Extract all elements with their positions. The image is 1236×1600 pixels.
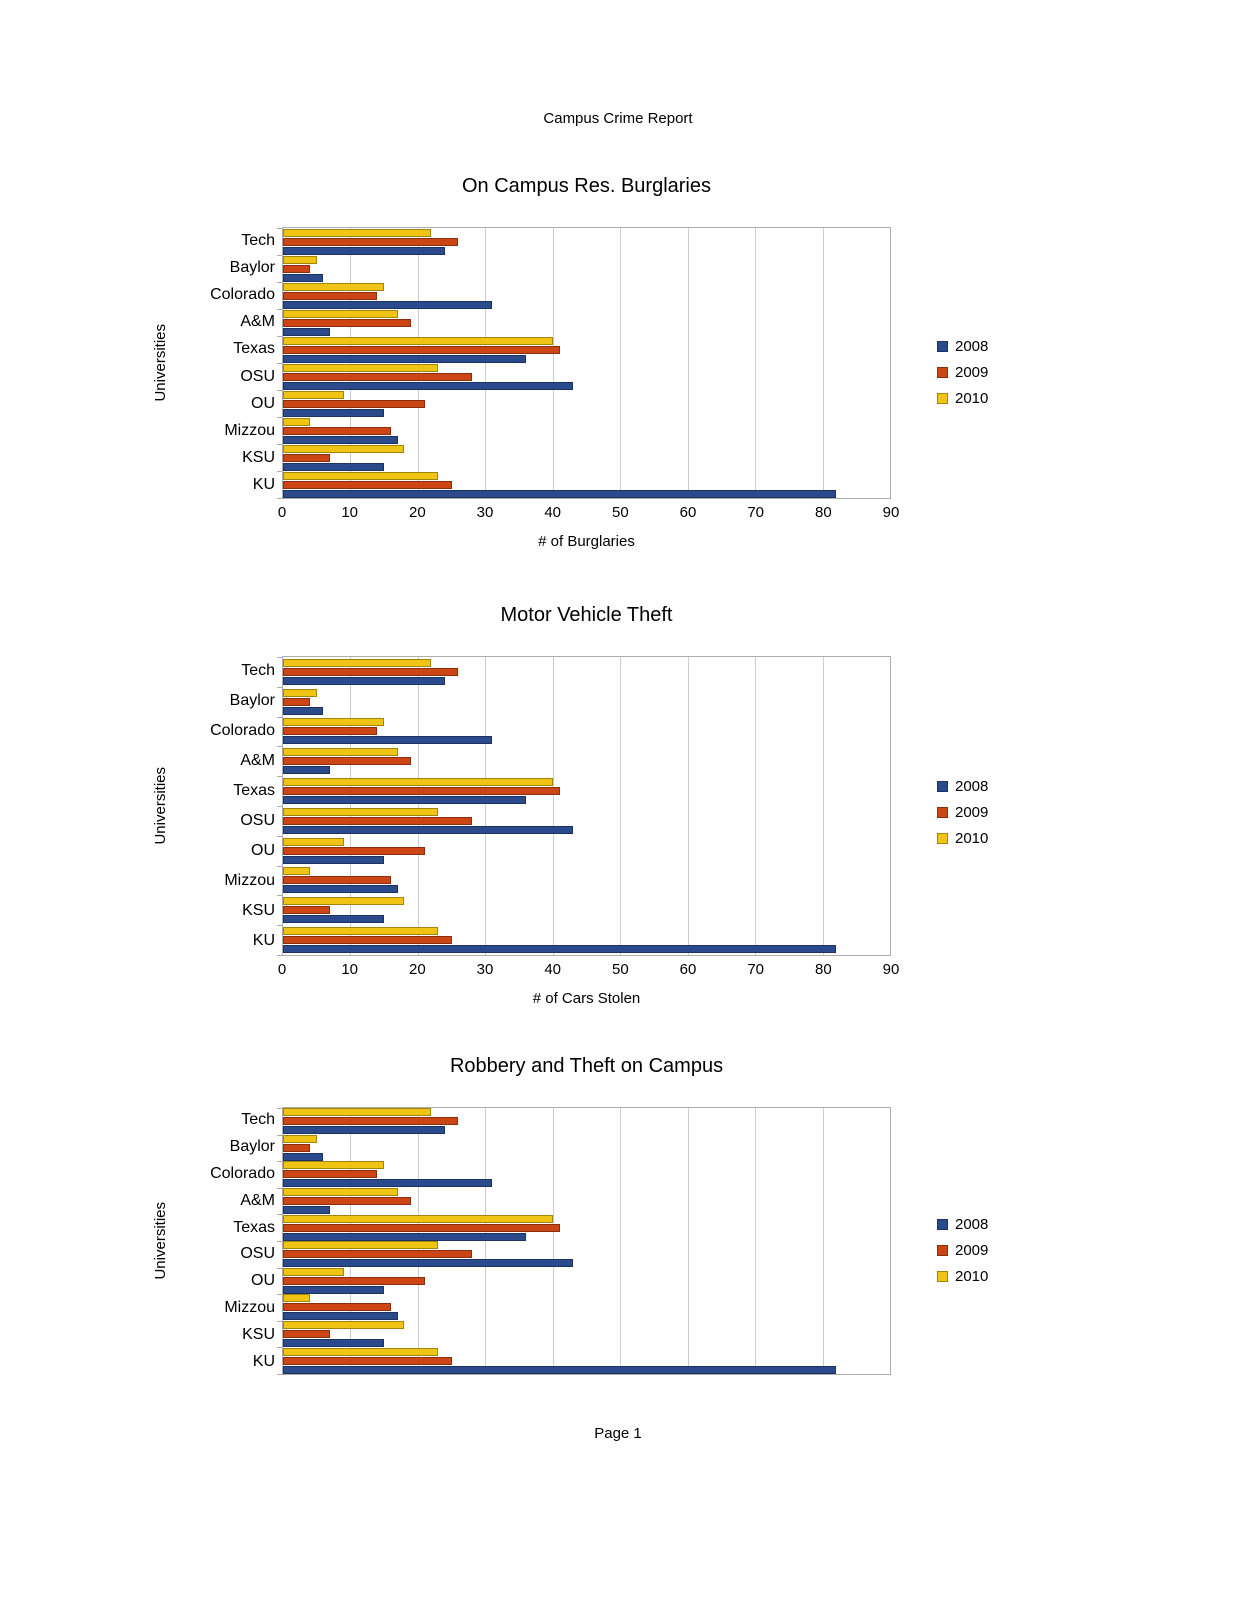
category-label: A&M — [240, 313, 275, 331]
bar-2010 — [283, 256, 317, 264]
axis-tick — [277, 657, 283, 658]
bar-2008 — [283, 1366, 836, 1374]
bar-2010 — [283, 748, 398, 756]
bar-rows — [283, 1108, 890, 1374]
axis-tick — [277, 282, 283, 283]
axis-tick — [277, 895, 283, 896]
x-axis-title: # of Cars Stolen — [532, 990, 641, 1007]
bar-2008 — [283, 247, 445, 255]
category-label: Tech — [241, 662, 275, 679]
bar-group-ksu — [283, 895, 890, 925]
bar-2010 — [283, 897, 404, 905]
axis-tick — [277, 746, 283, 747]
axis-tick — [277, 1321, 283, 1322]
x-tick-label: 20 — [408, 504, 426, 521]
x-tick-label: 80 — [814, 504, 832, 521]
legend — [937, 1212, 1023, 1290]
bar-2010 — [283, 1348, 438, 1356]
plot-area — [282, 227, 891, 499]
bar-2009 — [283, 787, 560, 795]
x-tick-label: 10 — [341, 504, 358, 521]
bar-group-baylor — [283, 255, 890, 282]
bar-2010 — [283, 1161, 384, 1169]
category-axis — [180, 1107, 282, 1375]
bar-2009 — [283, 936, 452, 944]
chart-burglaries — [140, 174, 989, 551]
legend-item — [937, 1212, 1023, 1238]
bar-2009 — [283, 427, 391, 435]
category-label: KU — [252, 932, 275, 949]
axis-tick — [277, 309, 283, 310]
x-tick-label: 0 — [277, 961, 287, 978]
bar-2008 — [283, 1126, 445, 1134]
bar-2010 — [283, 808, 438, 816]
axis-tick — [277, 925, 283, 926]
y-axis-title: Universities — [151, 1202, 169, 1280]
bar-2008 — [283, 736, 492, 744]
bar-rows — [283, 228, 890, 498]
axis-tick — [277, 1188, 283, 1189]
bar-2010 — [283, 445, 404, 453]
bar-2009 — [283, 1224, 560, 1232]
bar-2008 — [283, 1286, 384, 1294]
bar-group-osu — [283, 363, 890, 390]
bar-2009 — [283, 1330, 330, 1338]
bar-group-texas — [283, 1214, 890, 1241]
axis-tick — [277, 866, 283, 867]
x-tick-label: 10 — [341, 961, 358, 978]
category-label: Baylor — [229, 692, 275, 709]
bar-group-ou — [283, 1268, 890, 1295]
bar-2009 — [283, 265, 310, 273]
category-label: KSU — [242, 449, 275, 467]
bar-2010 — [283, 1135, 317, 1143]
x-axis-ticks — [277, 499, 900, 521]
bar-2010 — [283, 1108, 431, 1116]
category-label: A&M — [240, 1191, 275, 1209]
axis-tick — [277, 255, 283, 256]
legend-swatch-2010 — [937, 393, 948, 404]
category-label: KU — [252, 1352, 275, 1370]
bar-2009 — [283, 373, 472, 381]
x-tick-label: 60 — [679, 961, 697, 978]
document-title: Campus Crime Report — [543, 110, 693, 127]
category-label: A&M — [240, 752, 275, 769]
bar-group-ksu — [283, 1321, 890, 1348]
category-label: KSU — [242, 902, 275, 919]
bar-group-texas — [283, 776, 890, 806]
bar-group-ku — [283, 925, 890, 955]
bar-2009 — [283, 727, 377, 735]
bar-2010 — [283, 283, 384, 291]
x-tick-label: 0 — [277, 504, 287, 521]
axis-tick — [277, 444, 283, 445]
legend-item — [937, 1238, 1023, 1264]
bar-2010 — [283, 1215, 553, 1223]
bar-2009 — [283, 319, 411, 327]
legend — [937, 773, 1023, 851]
bar-2009 — [283, 1144, 310, 1152]
axis-tick — [277, 1268, 283, 1269]
x-tick-label: 20 — [408, 961, 426, 978]
axis-tick — [277, 717, 283, 718]
legend-swatch-2009 — [937, 367, 948, 378]
bar-2010 — [283, 867, 310, 875]
bar-2010 — [283, 229, 431, 237]
bar-2010 — [283, 778, 553, 786]
bar-2009 — [283, 1357, 452, 1365]
category-label: KU — [252, 476, 275, 494]
x-tick-label: 90 — [882, 504, 900, 521]
category-label: Texas — [233, 1218, 275, 1236]
legend-item — [937, 825, 1023, 851]
x-axis-ticks — [282, 1375, 891, 1379]
category-label: OSU — [240, 1245, 275, 1263]
bar-2008 — [283, 885, 398, 893]
chart-title: Motor Vehicle Theft — [500, 604, 673, 626]
axis-tick — [277, 806, 283, 807]
bar-2009 — [283, 1170, 377, 1178]
bar-2009 — [283, 1250, 472, 1258]
bar-group-colorado — [283, 282, 890, 309]
bar-group-ku — [283, 1347, 890, 1374]
legend-label: 2010 — [955, 389, 989, 407]
bar-2008 — [283, 355, 526, 363]
bar-2008 — [283, 1206, 330, 1214]
bar-2009 — [283, 292, 377, 300]
category-label: OU — [251, 394, 275, 412]
legend-label: 2009 — [955, 363, 989, 381]
category-label: Mizzou — [224, 422, 275, 440]
bar-rows — [283, 657, 890, 955]
bar-2010 — [283, 1241, 438, 1249]
bar-2008 — [283, 826, 573, 834]
bar-2010 — [283, 364, 438, 372]
bar-group-texas — [283, 336, 890, 363]
bar-2008 — [283, 1259, 573, 1267]
category-label: OU — [251, 1272, 275, 1290]
bar-2009 — [283, 454, 330, 462]
bar-group-ksu — [283, 444, 890, 471]
category-label: Colorado — [210, 286, 275, 303]
bar-group-ou — [283, 390, 890, 417]
category-label: Colorado — [210, 722, 275, 739]
legend-item — [937, 333, 1023, 359]
axis-tick — [277, 1108, 283, 1109]
bar-2009 — [283, 876, 391, 884]
category-label: Baylor — [229, 1138, 275, 1156]
bar-group-osu — [283, 806, 890, 836]
axis-tick — [277, 1241, 283, 1242]
bar-2010 — [283, 838, 344, 846]
legend-swatch-2010 — [937, 833, 948, 844]
chart-title: Robbery and Theft on Campus — [449, 1055, 724, 1077]
chart-motor-vehicle-theft — [140, 603, 989, 1008]
bar-2008 — [283, 766, 330, 774]
bar-2008 — [283, 328, 330, 336]
plot-area — [282, 1107, 891, 1375]
bar-2008 — [283, 1339, 384, 1347]
category-label: Colorado — [210, 1164, 275, 1182]
bar-2009 — [283, 481, 452, 489]
bar-2009 — [283, 238, 458, 246]
category-axis — [180, 227, 282, 499]
bar-2008 — [283, 945, 836, 953]
legend — [937, 333, 1023, 411]
x-tick-label: 80 — [814, 961, 832, 978]
bar-2008 — [283, 856, 384, 864]
bar-2008 — [283, 1153, 323, 1161]
chart-robbery-theft — [140, 1054, 989, 1379]
category-label: KSU — [242, 1325, 275, 1343]
bar-2008 — [283, 796, 526, 804]
y-axis-title: Universities — [151, 767, 169, 845]
bar-group-tech — [283, 228, 890, 255]
legend-swatch-2009 — [937, 1245, 948, 1256]
legend-label: 2010 — [955, 829, 989, 847]
bar-2008 — [283, 1233, 526, 1241]
bar-group-tech — [283, 1108, 890, 1135]
axis-tick — [277, 1161, 283, 1162]
category-label: OU — [251, 842, 275, 859]
bar-2010 — [283, 418, 310, 426]
bar-2008 — [283, 1179, 492, 1187]
bar-2010 — [283, 1294, 310, 1302]
axis-tick — [277, 1135, 283, 1136]
bar-2009 — [283, 1277, 425, 1285]
legend-swatch-2009 — [937, 807, 948, 818]
bar-2010 — [283, 310, 398, 318]
bar-2008 — [283, 1312, 398, 1320]
bar-2010 — [283, 1268, 344, 1276]
axis-tick — [277, 687, 283, 688]
category-label: OSU — [240, 367, 275, 385]
bar-2010 — [283, 927, 438, 935]
bar-group-colorado — [283, 1161, 890, 1188]
bar-2010 — [283, 1188, 398, 1196]
x-tick-label: 40 — [544, 504, 561, 521]
bar-2009 — [283, 847, 425, 855]
legend-label: 2008 — [955, 1216, 989, 1234]
bar-2008 — [283, 490, 836, 498]
bar-2009 — [283, 906, 330, 914]
bar-2010 — [283, 1321, 404, 1329]
category-label: Tech — [241, 1111, 275, 1129]
bar-group-baylor — [283, 1135, 890, 1162]
x-tick-label: 50 — [611, 961, 629, 978]
bar-group-a-m — [283, 309, 890, 336]
axis-tick — [277, 1214, 283, 1215]
bar-group-a-m — [283, 1188, 890, 1215]
bar-2009 — [283, 817, 472, 825]
y-axis-title: Universities — [151, 324, 169, 402]
bar-2010 — [283, 337, 553, 345]
bar-2010 — [283, 718, 384, 726]
x-tick-label: 50 — [611, 504, 629, 521]
bar-2009 — [283, 346, 560, 354]
legend-label: 2010 — [955, 1268, 989, 1286]
bar-2010 — [283, 472, 438, 480]
bar-group-osu — [283, 1241, 890, 1268]
legend-item — [937, 385, 1023, 411]
axis-tick — [277, 1347, 283, 1348]
category-axis — [180, 656, 282, 956]
plot-area — [282, 656, 891, 956]
bar-2008 — [283, 274, 323, 282]
bar-2008 — [283, 915, 384, 923]
bar-2008 — [283, 677, 445, 685]
legend-swatch-2008 — [937, 781, 948, 792]
axis-tick — [277, 390, 283, 391]
category-label: Mizzou — [224, 1298, 275, 1316]
bar-2009 — [283, 1303, 391, 1311]
category-label: Tech — [241, 231, 275, 249]
axis-tick — [277, 363, 283, 364]
bar-group-baylor — [283, 687, 890, 717]
legend-swatch-2010 — [937, 1271, 948, 1282]
axis-tick — [277, 836, 283, 837]
axis-tick — [277, 336, 283, 337]
page-number: Page 1 — [594, 1425, 642, 1442]
legend-item — [937, 799, 1023, 825]
bar-2010 — [283, 689, 317, 697]
legend-swatch-2008 — [937, 1219, 948, 1230]
chart-title: On Campus Res. Burglaries — [462, 175, 711, 197]
bar-group-tech — [283, 657, 890, 687]
x-tick-label: 60 — [679, 504, 697, 521]
bar-2008 — [283, 707, 323, 715]
legend-swatch-2008 — [937, 341, 948, 352]
bar-2009 — [283, 668, 458, 676]
category-label: Texas — [233, 782, 275, 799]
bar-2009 — [283, 400, 425, 408]
axis-tick — [277, 417, 283, 418]
bar-group-mizzou — [283, 1294, 890, 1321]
category-label: Mizzou — [224, 872, 275, 889]
bar-2009 — [283, 698, 310, 706]
x-tick-label: 70 — [747, 961, 764, 978]
bar-2008 — [283, 436, 398, 444]
bar-2008 — [283, 463, 384, 471]
axis-tick — [277, 776, 283, 777]
category-label: Texas — [233, 340, 275, 358]
category-label: OSU — [240, 812, 275, 829]
bar-group-mizzou — [283, 417, 890, 444]
x-tick-label: 70 — [747, 504, 764, 521]
x-tick-label: 40 — [544, 961, 561, 978]
bar-group-a-m — [283, 746, 890, 776]
x-axis-ticks — [277, 956, 900, 978]
legend-label: 2009 — [955, 803, 989, 821]
bar-2008 — [283, 382, 573, 390]
bar-2008 — [283, 409, 384, 417]
bar-2010 — [283, 659, 431, 667]
legend-item — [937, 773, 1023, 799]
x-tick-label: 90 — [882, 961, 900, 978]
bar-group-ku — [283, 471, 890, 498]
x-axis-title: # of Burglaries — [538, 533, 635, 550]
axis-tick — [277, 471, 283, 472]
bar-2009 — [283, 757, 411, 765]
legend-label: 2008 — [955, 337, 989, 355]
bar-group-colorado — [283, 717, 890, 747]
category-label: Baylor — [229, 258, 275, 276]
bar-2008 — [283, 301, 492, 309]
bar-group-ou — [283, 836, 890, 866]
x-tick-label: 30 — [476, 504, 494, 521]
axis-tick — [277, 228, 283, 229]
legend-item — [937, 1264, 1023, 1290]
legend-item — [937, 359, 1023, 385]
legend-label: 2009 — [955, 1242, 989, 1260]
bar-group-mizzou — [283, 866, 890, 896]
legend-label: 2008 — [955, 777, 989, 795]
bar-2009 — [283, 1197, 411, 1205]
x-tick-label: 30 — [476, 961, 494, 978]
axis-tick — [277, 1294, 283, 1295]
bar-2010 — [283, 391, 344, 399]
bar-2009 — [283, 1117, 458, 1125]
